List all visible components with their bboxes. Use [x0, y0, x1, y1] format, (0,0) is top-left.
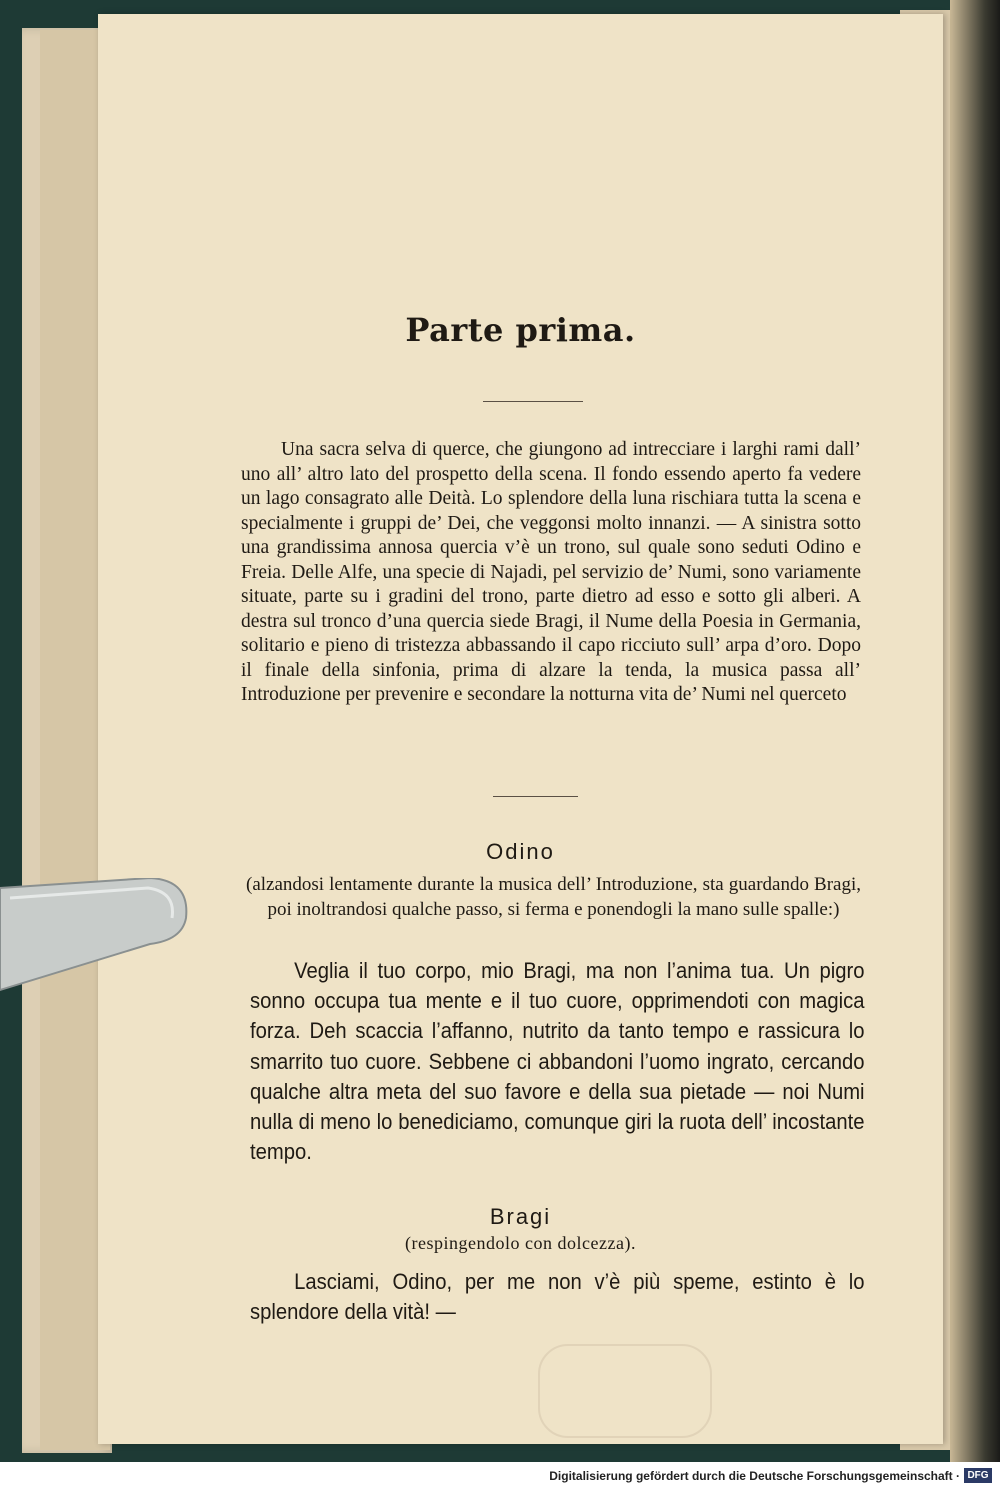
page-content: [98, 14, 943, 1444]
speaker-direction: (respingendolo con dolcezza).: [405, 1233, 636, 1253]
page-title: Parte prima.: [405, 311, 636, 349]
binding-shadow: [950, 0, 1000, 1462]
book-page: [98, 14, 943, 1444]
speaker-name: Bragi: [489, 1204, 552, 1229]
stage-direction: Una sacra selva di querce, che giungono ad intrecciare i larghi rami dall’ uno all’ altro lato del prospetto della scena. Il fondo essendo aperto fa vedere un lago consagrato alle Deità. Lo splendore della luna rischiara tutta la scena e specialmente i gruppi de’ Dei, che veggonsi molto innanzi. — A sinistra sotto una grandissima annosa quercia v’è un trono, sul quale sono seduti Odino e Freia. Delle Alfe, una specie di Najadi, pel servizio de’ Numi, sono variamente situate, parte su i gradini del trono, parte dietro ad esso e sotto gli alberi. A destra sul tronco d’una quercia siede Bragi, il Nume della Poesia in Germania, solitario e pieno di tristezza abbassando il capo ricciuto sull’ arpa d’oro. Dopo il finale della sinfonia, prima di alzare la tenda, la musica passa all’ Introduzione per prevenire e secondare la notturna vita de’ Numi nel querceto: [241, 439, 861, 705]
divider-rule: [493, 796, 578, 797]
speech-text: Veglia il tuo corpo, mio Bragi, ma non l’anima tua. Un pigro sonno occupa tua mente e il tuo cuore, opprimendoti con magica forza. Deh scaccia l’affanno, nutrito da tanto tempo e rassicura lo smarrito tuo cuore. Sebbene ci abbandoni l’uomo ingrato, cercando qualche altra meta del suo favore e della sua pietade — noi Numi nulla di meno lo benediciamo, comunque giri la ruota dell’ incostante tempo.: [250, 958, 865, 1165]
funding-credit: Digitalisierung gefördert durch die Deutsche Forschungsgemeinschaft ·: [549, 1469, 960, 1483]
faded-stamp: [538, 1344, 712, 1438]
dfg-logo: DFG: [964, 1468, 992, 1483]
divider-rule: [483, 401, 583, 402]
speaker-name: Odino: [486, 839, 555, 864]
footer-bar: [0, 1462, 1000, 1490]
speech-text: Lasciami, Odino, per me non v’è più speme, estinto è lo splendore della vità! —: [250, 1269, 865, 1325]
speaker-direction: (alzandosi lentamente durante la musica dell’ Introduzione, sta guardando Bragi, poi inoltrandosi qualche passo, si ferma e ponendogli la mano sulle spalle:): [246, 874, 861, 920]
